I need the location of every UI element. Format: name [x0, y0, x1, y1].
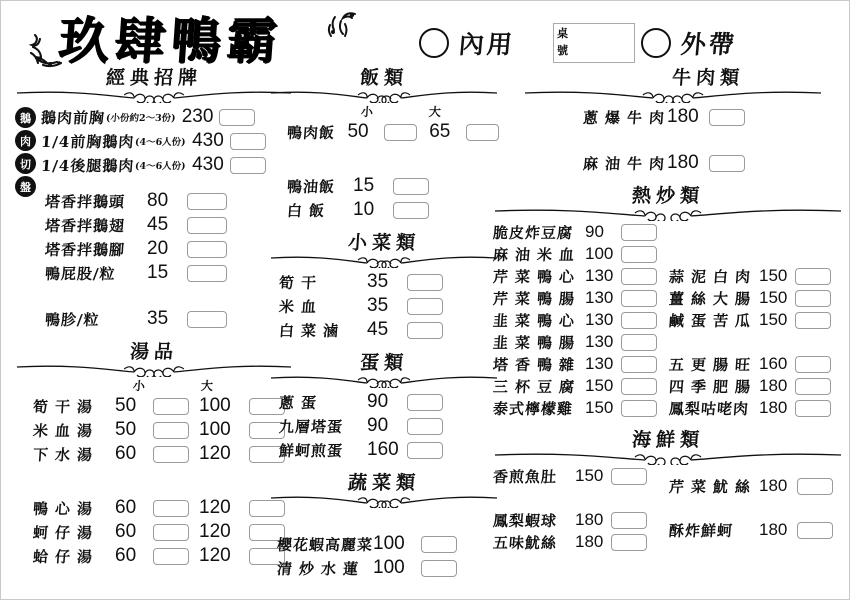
item-price: 130 — [585, 354, 614, 373]
item-name: 芹菜魷絲 — [668, 477, 758, 496]
item-price: 230 — [181, 106, 214, 127]
menu-row[interactable] — [493, 509, 669, 531]
item-name: 鹹蛋苦瓜 — [668, 311, 758, 330]
badge-char: 鵝 — [15, 107, 36, 128]
item-price: 180 — [759, 376, 788, 395]
section-title-signature: 經典招牌 — [105, 67, 203, 89]
item-name: 四季肥腸 — [668, 377, 758, 396]
item-name: 麻油牛肉 — [582, 154, 672, 173]
item-note: (小份約2～3份) — [105, 113, 177, 124]
item-price: 150 — [585, 376, 614, 395]
item-name: 1/4前胸鵝肉 — [40, 132, 135, 151]
item-price-large: 100 — [199, 419, 231, 440]
menu-row[interactable] — [45, 307, 293, 331]
item-price: 15 — [147, 262, 169, 283]
section-title-soup: 湯品 — [129, 341, 179, 363]
menu-row[interactable] — [279, 438, 499, 462]
quantity-box[interactable] — [407, 322, 443, 339]
item-price: 180 — [759, 398, 788, 417]
quantity-box[interactable] — [421, 560, 457, 577]
menu-row[interactable] — [279, 294, 499, 318]
item-note: (4～6人份) — [134, 137, 187, 148]
item-name: 白飯 — [286, 201, 332, 220]
menu-row[interactable] — [493, 309, 669, 331]
quantity-box[interactable] — [407, 442, 443, 459]
item-name: 鵝肉前胸 — [40, 108, 106, 127]
corner-flourish-secondary-icon — [321, 9, 363, 43]
item-price: 160 — [367, 439, 399, 460]
item-price: 180 — [759, 520, 788, 539]
dine-in-circle-icon[interactable] — [419, 28, 449, 58]
item-price: 45 — [367, 319, 389, 340]
quantity-box[interactable] — [393, 178, 429, 195]
menu-row[interactable] — [669, 375, 843, 397]
item-name: 麻油米血 — [492, 245, 582, 264]
quantity-box[interactable] — [621, 400, 657, 417]
quantity-box[interactable] — [621, 224, 657, 241]
signature-combo-group — [15, 105, 293, 194]
item-price: 35 — [367, 295, 389, 316]
item-name: 筍干湯 — [32, 397, 100, 416]
item-price-large: 120 — [199, 497, 231, 518]
takeout-label: 外帶 — [679, 30, 739, 59]
quantity-box[interactable] — [795, 400, 831, 417]
quantity-box[interactable] — [407, 418, 443, 435]
quantity-box[interactable] — [153, 548, 189, 565]
item-name: 蒜泥白肉 — [668, 267, 758, 286]
egg-items-group — [279, 390, 499, 462]
item-name: 塔香拌鵝翅 — [44, 216, 126, 235]
item-name: 泰式檸檬雞 — [492, 399, 574, 418]
quantity-box[interactable] — [621, 334, 657, 351]
quantity-box[interactable] — [709, 109, 745, 126]
item-price: 35 — [147, 308, 169, 329]
brand-title: 玖肆鴨霸 — [56, 11, 286, 70]
menu-row[interactable] — [669, 309, 843, 331]
menu-row[interactable] — [279, 390, 499, 414]
item-price: 150 — [759, 266, 788, 285]
item-name: 米血湯 — [32, 421, 100, 440]
item-name: 筍干 — [278, 273, 324, 292]
item-name: 三杯豆腐 — [492, 377, 582, 396]
signature-sides-group — [45, 189, 293, 331]
item-price: 150 — [585, 398, 614, 417]
quantity-box[interactable] — [797, 478, 833, 495]
menu-row[interactable] — [41, 153, 293, 177]
item-name: 芹菜鴨腸 — [492, 289, 582, 308]
size-header-small: 小 — [360, 105, 374, 119]
item-name: 九層塔蛋 — [278, 417, 344, 436]
badge-char: 切 — [15, 153, 36, 174]
quantity-box[interactable] — [187, 241, 227, 258]
section-stirfry — [493, 185, 843, 419]
menu-row[interactable] — [493, 465, 669, 487]
item-name: 1/4後腿鵝肉 — [40, 156, 135, 175]
stirfry-items-split — [493, 221, 843, 419]
item-price: 130 — [585, 266, 614, 285]
section-soup — [15, 341, 293, 568]
menu-row[interactable] — [493, 287, 669, 309]
item-name: 白菜滷 — [278, 321, 346, 340]
section-egg — [269, 352, 499, 462]
quantity-box[interactable] — [795, 312, 831, 329]
quantity-box[interactable] — [219, 109, 255, 126]
stirfry-right-items — [669, 221, 843, 419]
menu-row[interactable] — [493, 531, 669, 553]
quantity-box[interactable] — [153, 446, 189, 463]
menu-row[interactable] — [583, 105, 843, 129]
item-name: 韭菜鴨腸 — [492, 333, 582, 352]
quantity-box[interactable] — [621, 290, 657, 307]
quantity-box[interactable] — [230, 157, 266, 174]
badge-char: 肉 — [15, 130, 36, 151]
side-dishes-items-group — [279, 270, 499, 342]
menu-row[interactable] — [279, 270, 499, 294]
quantity-box[interactable] — [797, 522, 833, 539]
seafood-left-items — [493, 465, 669, 553]
section-title-rice: 飯類 — [359, 67, 409, 89]
section-title-egg: 蛋類 — [359, 352, 409, 374]
item-price: 90 — [585, 222, 604, 241]
menu-row[interactable] — [279, 318, 499, 342]
quantity-box[interactable] — [621, 356, 657, 373]
item-name: 蔥爆牛肉 — [582, 108, 672, 127]
item-price: 100 — [585, 244, 614, 263]
item-price-large: 65 — [429, 121, 451, 142]
menu-row[interactable] — [493, 331, 669, 353]
menu-row[interactable] — [493, 221, 669, 243]
item-price: 430 — [192, 130, 224, 151]
ornament-divider — [493, 450, 843, 465]
item-name: 韭菜鴨心 — [492, 311, 582, 330]
item-price: 130 — [585, 332, 614, 351]
ornament-divider — [269, 373, 499, 388]
menu-row[interactable] — [45, 189, 293, 213]
quantity-box[interactable] — [187, 193, 227, 210]
quantity-box[interactable] — [187, 217, 227, 234]
quantity-box[interactable] — [621, 312, 657, 329]
item-price: 150 — [759, 310, 788, 329]
item-price-small: 60 — [115, 545, 137, 566]
item-name: 五味魷絲 — [492, 533, 558, 552]
item-name: 蛤仔湯 — [32, 547, 100, 566]
quantity-box[interactable] — [611, 468, 647, 485]
vegetable-items-group — [277, 532, 499, 580]
section-vegetable — [269, 472, 499, 580]
stirfry-left-items — [493, 221, 669, 419]
quantity-box[interactable] — [407, 394, 443, 411]
quantity-box[interactable] — [384, 124, 417, 141]
section-seafood — [493, 429, 843, 553]
item-price: 100 — [373, 533, 405, 554]
quantity-box[interactable] — [393, 202, 429, 219]
item-price: 10 — [353, 199, 375, 220]
ornament-divider — [269, 88, 499, 103]
quantity-box[interactable] — [795, 268, 831, 285]
column-middle — [269, 67, 499, 580]
menu-row[interactable] — [669, 353, 843, 375]
item-price: 80 — [147, 190, 169, 211]
item-name: 清炒水蓮 — [276, 559, 366, 578]
quantity-box[interactable] — [187, 265, 227, 282]
item-name: 薑絲大腸 — [668, 289, 758, 308]
item-price-large: 100 — [199, 395, 231, 416]
menu-row[interactable] — [33, 544, 293, 568]
quantity-box[interactable] — [621, 378, 657, 395]
ornament-divider — [269, 493, 499, 508]
quantity-box[interactable] — [230, 133, 266, 150]
item-price-small: 60 — [115, 443, 137, 464]
item-name: 下水湯 — [32, 445, 100, 464]
item-name: 鮮蚵煎蛋 — [278, 441, 344, 460]
item-price: 180 — [575, 510, 604, 529]
ornament-divider — [15, 88, 293, 103]
section-title-stirfry: 熱炒類 — [631, 185, 705, 207]
menu-row[interactable] — [669, 475, 843, 497]
menu-row[interactable] — [33, 394, 293, 418]
quantity-box[interactable] — [421, 536, 457, 553]
menu-row[interactable] — [493, 265, 669, 287]
menu-row[interactable] — [41, 105, 293, 129]
column-right — [493, 67, 843, 553]
size-header-large: 大 — [428, 105, 442, 119]
size-header-small: 小 — [132, 379, 146, 393]
section-beef — [493, 67, 843, 175]
menu-row[interactable] — [45, 213, 293, 237]
ornament-divider — [269, 253, 499, 268]
menu-row[interactable] — [493, 397, 669, 419]
item-price: 130 — [585, 310, 614, 329]
item-price-large: 120 — [199, 443, 231, 464]
item-price: 20 — [147, 238, 169, 259]
menu-row[interactable] — [669, 265, 843, 287]
item-price: 15 — [353, 175, 375, 196]
item-name: 鴨油飯 — [286, 177, 336, 196]
item-name: 五更腸旺 — [668, 355, 758, 374]
menu-row[interactable] — [45, 237, 293, 261]
item-name: 鴨胗/粒 — [44, 310, 101, 329]
quantity-box[interactable] — [611, 534, 647, 551]
quantity-box[interactable] — [621, 246, 657, 263]
quantity-box[interactable] — [153, 398, 189, 415]
menu-row[interactable] — [33, 442, 293, 466]
badge-char: 盤 — [15, 176, 36, 197]
item-price-small: 50 — [115, 419, 137, 440]
quantity-box[interactable] — [795, 356, 831, 373]
item-price: 150 — [759, 288, 788, 307]
quantity-box[interactable] — [621, 268, 657, 285]
item-name: 米血 — [278, 297, 324, 316]
menu-row[interactable] — [669, 397, 843, 419]
menu-row[interactable] — [583, 151, 843, 175]
ornament-divider — [493, 206, 843, 221]
item-name: 櫻花蝦高麗菜 — [276, 535, 374, 554]
section-title-beef: 牛肉類 — [671, 67, 745, 89]
item-name: 蔥蛋 — [278, 393, 324, 412]
item-name: 脆皮炸豆腐 — [492, 223, 574, 242]
column-left — [15, 67, 293, 568]
ornament-divider — [15, 362, 293, 377]
soup-items-group — [33, 394, 293, 568]
quantity-box[interactable] — [407, 274, 443, 291]
size-header-large: 大 — [200, 379, 214, 393]
rice-size-headers — [286, 103, 499, 118]
item-name: 鳳梨咕咾肉 — [668, 399, 750, 418]
item-price: 100 — [373, 557, 405, 578]
menu-row[interactable] — [41, 129, 293, 153]
menu-row[interactable] — [279, 414, 499, 438]
item-name: 香煎魚肚 — [492, 467, 558, 486]
item-price: 150 — [575, 466, 604, 485]
item-price: 180 — [759, 476, 788, 495]
menu-row[interactable] — [493, 353, 669, 375]
item-name: 塔香拌鵝頭 — [44, 192, 126, 211]
ornament-divider — [523, 88, 823, 103]
item-price-large: 120 — [199, 545, 231, 566]
menu-row[interactable] — [33, 496, 293, 520]
item-name: 鳳梨蝦球 — [492, 511, 558, 530]
quantity-box[interactable] — [709, 155, 745, 172]
menu-row[interactable] — [33, 520, 293, 544]
menu-row[interactable] — [287, 174, 499, 198]
dine-in-label: 內用 — [457, 30, 517, 59]
item-name: 鴨心湯 — [32, 499, 100, 518]
signature-side-badges — [15, 107, 37, 199]
section-title-seafood: 海鮮類 — [631, 429, 705, 451]
item-name: 鴨肉飯 — [286, 123, 336, 142]
table-number-label: 桌號 — [557, 27, 568, 57]
quantity-box[interactable] — [795, 378, 831, 395]
quantity-box[interactable] — [153, 422, 189, 439]
item-price: 430 — [192, 154, 224, 175]
beef-items-group — [583, 105, 843, 175]
menu-row[interactable] — [33, 418, 293, 442]
item-price-small: 60 — [115, 497, 137, 518]
item-name: 酥炸鮮蚵 — [668, 521, 734, 540]
item-price: 90 — [367, 391, 389, 412]
item-price: 180 — [575, 532, 604, 551]
takeout-circle-icon[interactable] — [641, 28, 671, 58]
item-price: 45 — [147, 214, 169, 235]
menu-row[interactable] — [493, 375, 669, 397]
quantity-box[interactable] — [611, 512, 647, 529]
item-name: 塔香鴨雜 — [492, 355, 582, 374]
rice-items-group — [287, 120, 499, 222]
quantity-box[interactable] — [153, 500, 189, 517]
item-name: 芹菜鴨心 — [492, 267, 582, 286]
quantity-box[interactable] — [153, 524, 189, 541]
item-price: 35 — [367, 271, 389, 292]
item-price-small: 50 — [347, 121, 369, 142]
item-price: 180 — [667, 106, 699, 127]
item-price-small: 50 — [115, 395, 137, 416]
menu-row[interactable] — [287, 120, 499, 144]
dine-in-option[interactable] — [419, 25, 515, 65]
menu-row[interactable] — [277, 556, 499, 580]
seafood-right-items — [669, 465, 843, 553]
item-price-large: 120 — [199, 521, 231, 542]
takeout-option[interactable] — [641, 25, 737, 65]
item-note: (4～6人份) — [134, 161, 187, 172]
item-price: 160 — [759, 354, 788, 373]
section-rice — [269, 67, 499, 222]
quantity-box[interactable] — [407, 298, 443, 315]
item-price: 90 — [367, 415, 389, 436]
quantity-box[interactable] — [187, 311, 227, 328]
section-side-dishes — [269, 232, 499, 342]
item-name: 蚵仔湯 — [32, 523, 100, 542]
menu-row[interactable] — [493, 243, 669, 265]
soup-size-headers — [32, 377, 293, 392]
menu-row[interactable] — [287, 198, 499, 222]
item-name: 鴨屁股/粒 — [44, 264, 117, 283]
item-price: 130 — [585, 288, 614, 307]
menu-row[interactable] — [669, 519, 843, 541]
section-title-vegetable: 蔬菜類 — [347, 472, 421, 494]
item-price: 180 — [667, 152, 699, 173]
menu-header — [1, 1, 850, 73]
item-name: 塔香拌鵝腳 — [44, 240, 126, 259]
menu-row[interactable] — [45, 261, 293, 285]
section-title-side-dishes: 小菜類 — [347, 232, 421, 254]
menu-row[interactable] — [669, 287, 843, 309]
item-price-small: 60 — [115, 521, 137, 542]
quantity-box[interactable] — [795, 290, 831, 307]
seafood-items-split — [493, 465, 843, 553]
menu-row[interactable] — [277, 532, 499, 556]
section-signature — [15, 67, 293, 331]
